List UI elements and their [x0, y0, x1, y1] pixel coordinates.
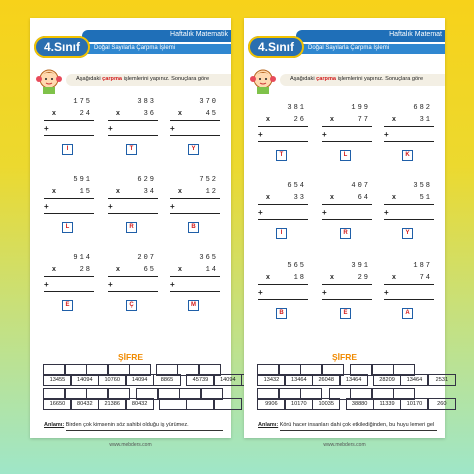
instruction-bar: [66, 74, 231, 86]
multiplier: 24: [79, 110, 92, 118]
times-sign: x: [116, 110, 120, 117]
code-cell: [186, 398, 214, 410]
multiplication-problem: [384, 262, 434, 322]
plus-sign: +: [322, 130, 327, 139]
multiplication-problem: [170, 254, 220, 314]
code-cell: [214, 398, 242, 410]
multiplication-problem: [44, 176, 94, 236]
multiplier: 15: [79, 188, 92, 196]
multiplicand: 752: [199, 176, 218, 184]
instruction-text: Aşağıdaki çarpma işlemlerini yapınız. Sonuçlara göre: [290, 76, 424, 82]
times-sign: x: [330, 194, 334, 201]
code-cell: 10170: [285, 398, 313, 410]
meaning-text: Körü hacer insanları dahi çok etkilediğinden, bu huyu lemeri gel: [279, 422, 435, 428]
code-cell: 21386: [98, 398, 126, 410]
divider-line: [170, 198, 220, 199]
divider-line: [322, 204, 372, 205]
answer-letter-box: E: [62, 300, 73, 311]
multiplication-problem: [108, 98, 158, 158]
girl-mascot-icon: [250, 67, 276, 95]
answer-letter-box: B: [188, 222, 199, 233]
code-cell: 13464: [400, 374, 428, 386]
code-cell: 10170: [400, 398, 428, 410]
answer-letter-box: R: [340, 228, 351, 239]
code-cell: 80432: [71, 398, 99, 410]
plus-sign: +: [384, 208, 389, 217]
multiplicand: 565: [287, 262, 306, 270]
multiplication-problem: [322, 104, 372, 164]
divider-line: [44, 120, 94, 121]
multiplicand: 407: [351, 182, 370, 190]
plus-sign: +: [258, 130, 263, 139]
code-cell: 14094: [214, 374, 242, 386]
multiplier: 65: [143, 266, 156, 274]
result-line: [108, 213, 158, 214]
worksheet-right: [244, 18, 449, 448]
divider-line: [44, 276, 94, 277]
multiplier: 12: [205, 188, 218, 196]
multiplier: 51: [419, 194, 432, 202]
multiplier: 45: [205, 110, 218, 118]
answer-letter-box: R: [126, 222, 137, 233]
meaning-label: Anlamı:: [258, 422, 279, 428]
divider-line: [258, 126, 308, 127]
multiplicand: 199: [351, 104, 370, 112]
result-line: [322, 141, 372, 142]
result-line: [322, 219, 372, 220]
plus-sign: +: [258, 288, 263, 297]
times-sign: x: [392, 194, 396, 201]
answer-letter-box: A: [402, 308, 413, 319]
answer-letter-box: T: [126, 144, 137, 155]
result-line: [258, 299, 308, 300]
meaning-text: Birden çok kimsenin söz sahibi olduğu iş yürümez.: [65, 422, 189, 428]
multiplication-problem: [384, 182, 434, 242]
times-sign: x: [330, 274, 334, 281]
code-cell: [159, 398, 187, 410]
plus-sign: +: [170, 280, 175, 289]
times-sign: x: [266, 116, 270, 123]
times-sign: x: [178, 188, 182, 195]
plus-sign: +: [384, 130, 389, 139]
divider-line: [108, 276, 158, 277]
multiplicand: 391: [351, 262, 370, 270]
header-subtitle: Doğal Sayılarla Çarpma İşlemi: [94, 45, 176, 51]
sifre-title: ŞİFRE: [117, 352, 144, 362]
code-row: [44, 398, 242, 410]
plus-sign: +: [170, 202, 175, 211]
multiplier: 34: [143, 188, 156, 196]
divider-line: [384, 204, 434, 205]
code-cell: 13464: [340, 374, 368, 386]
answer-letter-box: B: [276, 308, 287, 319]
multiplier: 26: [293, 116, 306, 124]
plus-sign: +: [44, 202, 49, 211]
times-sign: x: [116, 266, 120, 273]
multiplication-problem: [170, 176, 220, 236]
result-line: [384, 299, 434, 300]
times-sign: x: [266, 194, 270, 201]
multiplication-problem: [44, 254, 94, 314]
divider-line: [258, 284, 308, 285]
plus-sign: +: [44, 280, 49, 289]
plus-sign: +: [258, 208, 263, 217]
grade-logo: 4.Sınıf: [248, 36, 304, 58]
code-row: [44, 374, 269, 386]
answer-letter-box: M: [188, 300, 199, 311]
multiplier: 18: [293, 274, 306, 282]
sifre-title: ŞİFRE: [331, 352, 358, 362]
code-cell: 10035: [312, 398, 340, 410]
answer-letter-box: Ç: [126, 300, 137, 311]
result-line: [258, 141, 308, 142]
divider-line: [384, 126, 434, 127]
multiplicand: 914: [73, 254, 92, 262]
footer-url: www.mebders.com: [323, 442, 366, 448]
code-row: [258, 374, 456, 386]
multiplication-problem: [258, 182, 308, 242]
times-sign: x: [52, 110, 56, 117]
multiplicand: 187: [413, 262, 432, 270]
multiplicand: 365: [199, 254, 218, 262]
meaning-line: [44, 422, 189, 428]
multiplier: 29: [357, 274, 370, 282]
multiplier: 33: [293, 194, 306, 202]
sifre-answer-row: [258, 388, 445, 398]
code-cell: 10760: [98, 374, 126, 386]
times-sign: x: [52, 266, 56, 273]
grade-logo: 4.Sınıf: [34, 36, 90, 58]
times-sign: x: [392, 274, 396, 281]
answer-letter-box: L: [340, 150, 351, 161]
result-line: [170, 213, 220, 214]
answer-letter-box: Y: [188, 144, 199, 155]
answer-letter-box: I: [276, 228, 287, 239]
answer-letter-box: L: [62, 222, 73, 233]
worksheet-left: [30, 18, 236, 448]
worksheet-header: [244, 18, 445, 70]
multiplication-problem: [108, 176, 158, 236]
multiplicand: 629: [137, 176, 156, 184]
code-cell: 14094: [71, 374, 99, 386]
plus-sign: +: [384, 288, 389, 297]
sifre-answer-row: [44, 388, 231, 398]
divider-line: [170, 276, 220, 277]
meaning-label: Anlamı:: [44, 422, 65, 428]
answer-letter-box: K: [402, 150, 413, 161]
multiplier: 28: [79, 266, 92, 274]
result-line: [44, 135, 94, 136]
header-title: Haftalık Matemat: [389, 31, 442, 38]
multiplier: 74: [419, 274, 432, 282]
code-cell: 11339: [373, 398, 401, 410]
answer-letter-box: T: [276, 150, 287, 161]
result-line: [44, 291, 94, 292]
header-subtitle: Doğal Sayılarla Çarpma İşlemi: [308, 45, 390, 51]
divider-line: [44, 198, 94, 199]
result-line: [170, 291, 220, 292]
divider-line: [170, 120, 220, 121]
meaning-underline: [280, 430, 437, 431]
divider-line: [258, 204, 308, 205]
plus-sign: +: [44, 124, 49, 133]
code-cell: 8865: [153, 374, 181, 386]
instruction-text: Aşağıdaki çarpma işlemlerini yapınız. Sonuçlara göre: [76, 76, 210, 82]
multiplier: 77: [357, 116, 370, 124]
times-sign: x: [330, 116, 334, 123]
code-cell: 13464: [285, 374, 313, 386]
divider-line: [322, 284, 372, 285]
sifre-answer-row: [258, 364, 445, 374]
multiplicand: 358: [413, 182, 432, 190]
plus-sign: +: [322, 208, 327, 217]
code-cell: 38880: [346, 398, 374, 410]
answer-letter-box: Y: [402, 228, 413, 239]
answer-letter-box: I: [62, 144, 73, 155]
divider-line: [384, 284, 434, 285]
code-cell: 16650: [43, 398, 71, 410]
code-cell: 14094: [126, 374, 154, 386]
code-cell: 80432: [126, 398, 154, 410]
meaning-underline: [66, 430, 223, 431]
times-sign: x: [178, 266, 182, 273]
multiplier: 36: [143, 110, 156, 118]
result-line: [258, 219, 308, 220]
code-cell: 13455: [43, 374, 71, 386]
multiplication-problem: [108, 254, 158, 314]
code-row: [258, 398, 456, 410]
multiplication-problem: [170, 98, 220, 158]
meaning-line: [258, 422, 434, 428]
code-cell: 45739: [186, 374, 214, 386]
result-line: [384, 219, 434, 220]
instruction-bar: [280, 74, 445, 86]
worksheet-header: [30, 18, 231, 70]
multiplicand: 383: [137, 98, 156, 106]
plus-sign: +: [108, 124, 113, 133]
sifre-answer-row: [44, 364, 231, 374]
result-line: [384, 141, 434, 142]
multiplication-problem: [384, 104, 434, 164]
multiplication-problem: [258, 104, 308, 164]
code-cell: 2531: [428, 374, 456, 386]
code-cell: 26048: [312, 374, 340, 386]
code-cell: 9906: [257, 398, 285, 410]
multiplication-problem: [258, 262, 308, 322]
divider-line: [108, 198, 158, 199]
multiplicand: 654: [287, 182, 306, 190]
plus-sign: +: [108, 202, 113, 211]
plus-sign: +: [108, 280, 113, 289]
result-line: [170, 135, 220, 136]
multiplication-problem: [322, 262, 372, 322]
footer-url: www.mebders.com: [109, 442, 152, 448]
multiplicand: 381: [287, 104, 306, 112]
girl-mascot-icon: [36, 67, 62, 95]
result-line: [108, 135, 158, 136]
multiplicand: 682: [413, 104, 432, 112]
multiplier: 14: [205, 266, 218, 274]
answer-letter-box: E: [340, 308, 351, 319]
code-cell: 28209: [373, 374, 401, 386]
code-cell: 13432: [257, 374, 285, 386]
multiplier: 64: [357, 194, 370, 202]
result-line: [44, 213, 94, 214]
result-line: [108, 291, 158, 292]
multiplier: 31: [419, 116, 432, 124]
multiplicand: 591: [73, 176, 92, 184]
times-sign: x: [266, 274, 270, 281]
times-sign: x: [116, 188, 120, 195]
times-sign: x: [178, 110, 182, 117]
multiplicand: 175: [73, 98, 92, 106]
header-title: Haftalık Matematik: [170, 31, 228, 38]
divider-line: [322, 126, 372, 127]
times-sign: x: [392, 116, 396, 123]
multiplicand: 207: [137, 254, 156, 262]
plus-sign: +: [322, 288, 327, 297]
divider-line: [108, 120, 158, 121]
times-sign: x: [52, 188, 56, 195]
plus-sign: +: [170, 124, 175, 133]
multiplication-problem: [44, 98, 94, 158]
code-cell: 260: [428, 398, 456, 410]
multiplication-problem: [322, 182, 372, 242]
result-line: [322, 299, 372, 300]
multiplicand: 370: [199, 98, 218, 106]
